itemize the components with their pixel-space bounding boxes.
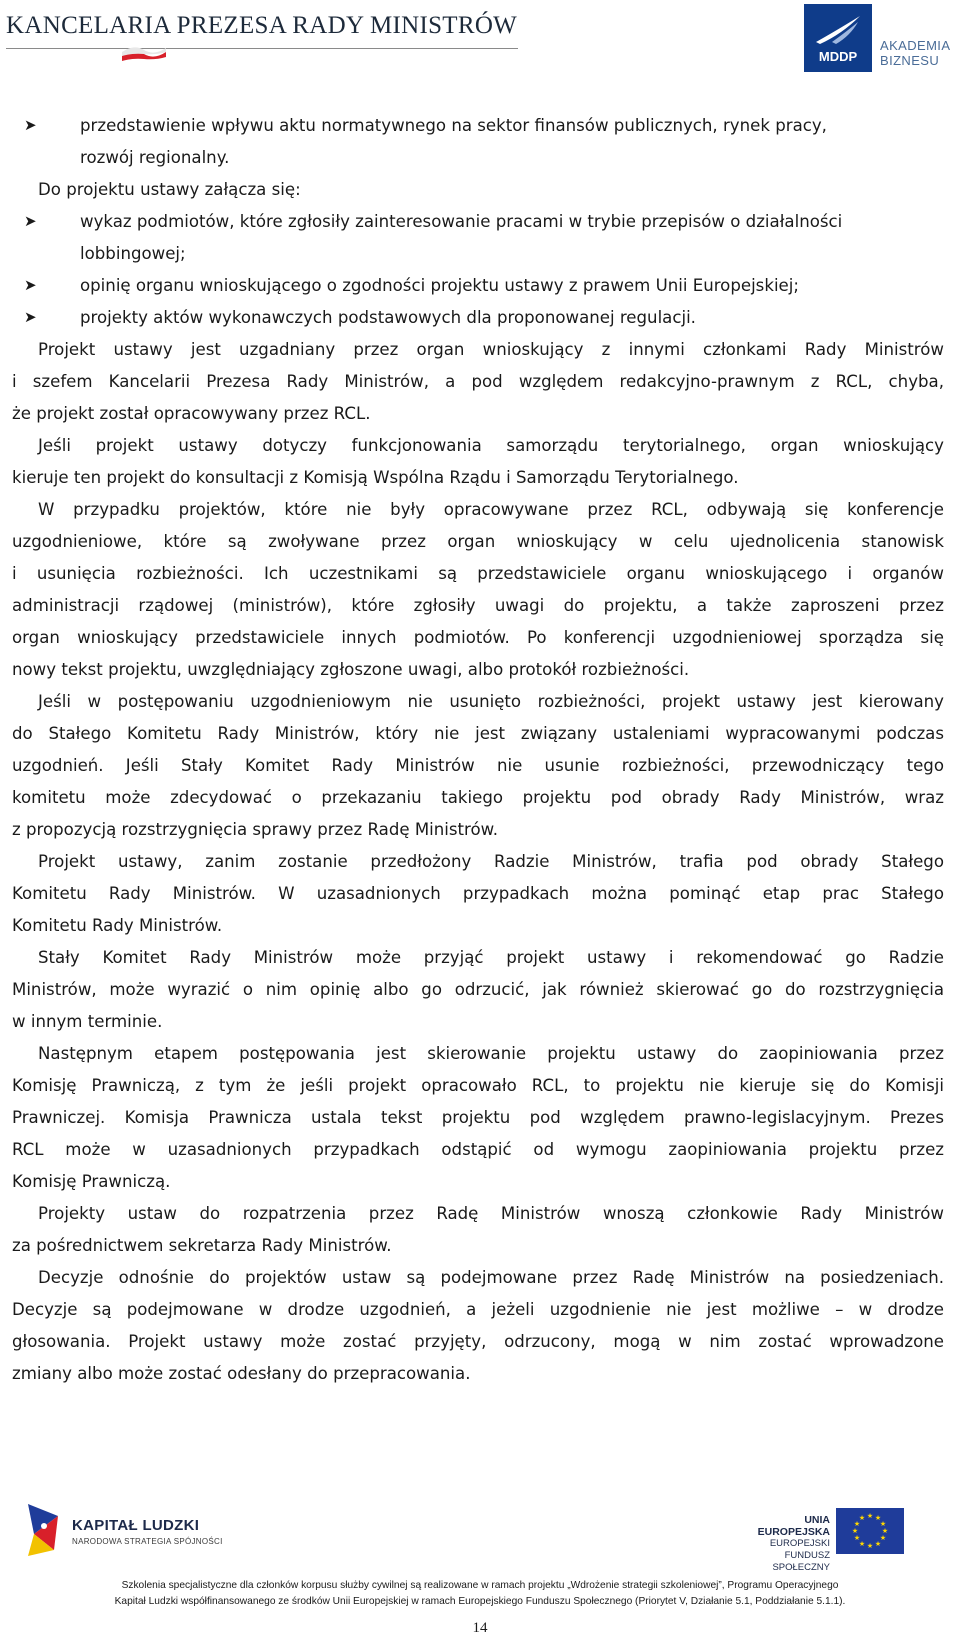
list-item: opinię organu wnioskującego o zgodności projektu ustawy z prawem Unii Europejskiej;: [80, 276, 799, 295]
svg-text:★: ★: [866, 1542, 874, 1550]
paragraph-line: że projekt został opracowywany przez RCL.: [12, 404, 371, 423]
list-item: projekty aktów wykonawczych podstawowych dla proponowanej regulacji.: [80, 308, 696, 327]
page-header: [0, 0, 960, 80]
svg-text:★: ★: [874, 1514, 882, 1522]
eu-fund-label: [730, 1514, 830, 1574]
page-number: 14: [472, 1620, 488, 1636]
footer-logos: [0, 1490, 960, 1573]
poland-flag-icon: [120, 42, 168, 66]
footer-note-line2: Kapitał Ludzki współfinansowanego ze środków Unii Europejskiej w ramach Europejskiego Funduszu Społecznego (Priorytet V, Działanie 5.1, Poddziałanie 5.1.1).: [114, 1596, 846, 1607]
list-item-continuation: lobbingowej;: [80, 244, 186, 263]
svg-text:★: ★: [853, 1534, 861, 1542]
paragraph-line: kieruje ten projekt do konsultacji z Komisją Wspólna Rządu i Samorządu Terytorialnego.: [12, 468, 739, 487]
svg-text:★: ★: [874, 1540, 882, 1548]
paragraph-line: Komitetu Rady Ministrów. W uzasadnionych przypadkach można pominąć etap prac Stałego: [12, 884, 944, 903]
kapital-ludzki-icon: [24, 1500, 64, 1560]
paragraph-line: w innym terminie.: [12, 1012, 163, 1031]
header-rule: [6, 48, 518, 49]
list-item: wykaz podmiotów, które zgłosiły zainteresowanie pracami w trybie przepisów o działalności: [80, 212, 843, 231]
paragraph-line: Projekty ustaw do rozpatrzenia przez Radę Ministrów wnoszą członkowie Rady Ministrów: [38, 1204, 944, 1223]
eu-flag-icon: [836, 1508, 904, 1554]
paragraph-line: uzgodnieniowe, które są zwoływane przez organ wnioskujący w celu ujednolicenia stanowisk: [12, 532, 944, 551]
paragraph-line: Jeśli w postępowaniu uzgodnieniowym nie usunięto rozbieżności, projekt ustawy jest kierowany: [38, 692, 944, 711]
paragraph-line: Projekt ustawy jest uzgadniany przez organ wnioskujący z innymi członkami Rady Ministrów: [38, 340, 944, 359]
paragraph-line: do Stałego Komitetu Rady Ministrów, który nie jest związany ustaleniami wypracowanymi podczas: [12, 724, 944, 743]
arrowhead-bullet-icon: ➤: [24, 212, 37, 230]
paragraph-line: Komisję Prawniczą, z tym że jeśli projekt opracowało RCL, to projektu nie kieruje się do Komisji: [12, 1076, 944, 1095]
svg-text:★: ★: [879, 1520, 887, 1528]
list-item-continuation: rozwój regionalny.: [80, 148, 230, 167]
eu-line1: UNIA EUROPEJSKA: [757, 1514, 830, 1538]
paragraph-line: za pośrednictwem sekretarza Rady Ministrów.: [12, 1236, 392, 1255]
paragraph-line: administracji rządowej (ministrów), które zgłosiły uwagi do projektu, a także zaproszeni przez: [12, 596, 944, 615]
paragraph-line: Decyzje są podejmowane w drodze uzgodnień, a jeżeli uzgodnienie nie jest możliwe – w drodze: [12, 1300, 944, 1319]
svg-text:★: ★: [866, 1512, 874, 1520]
svg-text:★: ★: [879, 1534, 887, 1542]
paragraph-line: z propozycją rozstrzygnięcia sprawy przez Radę Ministrów.: [12, 820, 498, 839]
paragraph-line: zmiany albo może zostać odesłany do przepracowania.: [12, 1364, 471, 1383]
mddp-logo: [804, 4, 872, 72]
paragraph-line: i usunięcia rozbieżności. Ich uczestnikami są przedstawiciele organu wnioskującego i organów: [12, 564, 944, 583]
paragraph-line: i szefem Kancelarii Prezesa Rady Ministrów, a pod względem redakcyjno-prawnym z RCL, chyba,: [12, 372, 944, 391]
organization-name: KANCELARIA PREZESA RADY MINISTRÓW: [6, 12, 518, 39]
paragraph-line: RCL może w uzasadnionych przypadkach odstąpić od wymogu zaopiniowania projektu przez: [12, 1140, 944, 1159]
svg-text:★: ★: [881, 1527, 889, 1535]
paragraph-line: komitetu może zdecydować o przekazaniu takiego projektu pod obrady Rady Ministrów, wraz: [12, 788, 944, 807]
eu-line2: EUROPEJSKI: [769, 1538, 830, 1549]
paragraph-line: Prawniczej. Komisja Prawnicza ustala tekst projektu pod względem prawno-legislacyjnym. Prezes: [12, 1108, 944, 1127]
paragraph-line: uzgodnień. Jeśli Stały Komitet Rady Ministrów nie usunie rozbieżności, przewodniczący tego: [12, 756, 944, 775]
svg-text:★: ★: [858, 1540, 866, 1548]
paragraph-line: głosowania. Projekt ustawy może zostać przyjęty, odrzucony, mogą w nim zostać wprowadzone: [12, 1332, 944, 1351]
partner-name-line2: BIZNESU: [880, 53, 940, 68]
list-item: przedstawienie wpływu aktu normatywnego na sektor finansów publicznych, rynek pracy,: [80, 116, 827, 135]
svg-text:★: ★: [851, 1527, 859, 1535]
paragraph-line: Następnym etapem postępowania jest skierowanie projektu ustawy do zaopiniowania przez: [38, 1044, 944, 1063]
arrowhead-bullet-icon: ➤: [24, 276, 37, 294]
partner-name: [880, 38, 950, 68]
paragraph-line: Ministrów, może wyrazić o nim opinię albo go odrzucić, jak również skierować go do rozstrzygnięcia: [12, 980, 944, 999]
kapital-ludzki-subtitle: NARODOWA STRATEGIA SPÓJNOŚCI: [72, 1537, 223, 1546]
paragraph-line: Komitetu Rady Ministrów.: [12, 916, 223, 935]
paragraph-line: Stały Komitet Rady Ministrów może przyjąć projekt ustawy i rekomendować go Radzie: [38, 948, 944, 967]
attachments-intro: Do projektu ustawy załącza się:: [38, 180, 301, 199]
paragraph-line: W przypadku projektów, które nie były opracowywane przez RCL, odbywają się konferencje: [38, 500, 944, 519]
paragraph-line: nowy tekst projektu, uwzględniający zgłoszone uwagi, albo protokół rozbieżności.: [12, 660, 690, 679]
kapital-ludzki-title: KAPITAŁ LUDZKI: [72, 1517, 200, 1534]
paragraph-line: Decyzje odnośnie do projektów ustaw są podejmowane przez Radę Ministrów na posiedzeniach.: [38, 1268, 944, 1287]
footer-note-line1: Szkolenia specjalistyczne dla członków korpusu służby cywilnej są realizowane w ramach projektu „Wdrożenie strategii szkoleniowej”, Programu Operacyjnego: [121, 1580, 839, 1591]
paragraph-line: Projekt ustawy, zanim zostanie przedłożony Radzie Ministrów, trafia pod obrady Stałego: [38, 852, 944, 871]
arrowhead-bullet-icon: ➤: [24, 308, 37, 326]
paragraph-line: Jeśli projekt ustawy dotyczy funkcjonowania samorządu terytorialnego, organ wnioskujący: [38, 436, 944, 455]
arrowhead-bullet-icon: ➤: [24, 116, 37, 134]
paragraph-line: Komisję Prawniczą.: [12, 1172, 171, 1191]
eu-line3: FUNDUSZ SPOŁECZNY: [772, 1550, 830, 1573]
paragraph-line: organ wnioskujący przedstawiciele innych podmiotów. Po konferencji uzgodnieniowej sporządza się: [12, 628, 944, 647]
mddp-swoosh-icon: [812, 12, 864, 48]
svg-text:★: ★: [853, 1520, 861, 1528]
partner-name-line1: AKADEMIA: [880, 38, 951, 53]
svg-text:★: ★: [858, 1514, 866, 1522]
mddp-logo-text: MDDP: [818, 49, 858, 64]
